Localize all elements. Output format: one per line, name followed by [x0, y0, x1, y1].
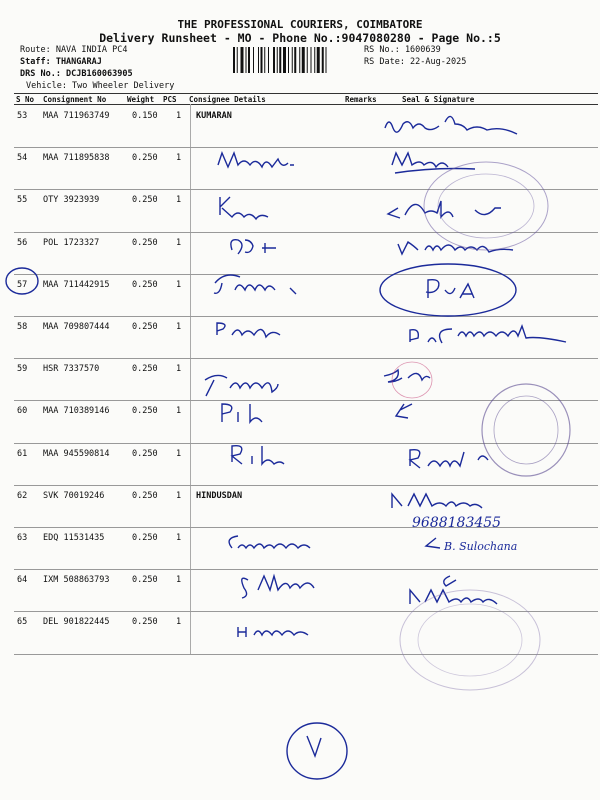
phone-note: 9688183455 [412, 515, 502, 531]
row-pcs: 1 [176, 448, 182, 459]
row-weight: 0.250 [132, 195, 158, 206]
consignee-sign-54 [218, 153, 294, 167]
row-pcs: 1 [176, 533, 182, 543]
signature-63-mark [426, 538, 440, 548]
row-consignment: IXM 508863793 [43, 575, 110, 586]
row-consignment: MAA 709807444 [43, 322, 110, 332]
runsheet-subtitle: Delivery Runsheet - MO - Phone No.:9047080280 - Page No.:5 [99, 31, 501, 45]
consignee-sign-64 [242, 576, 314, 598]
row-pcs: 1 [176, 575, 182, 586]
signature-61 [410, 450, 488, 468]
row-sno: 57 [17, 279, 28, 290]
row-sno: 60 [17, 406, 28, 417]
row-consignment: MAA 710389146 [43, 406, 110, 417]
row-weight: 0.250 [132, 448, 158, 459]
row-sno: 59 [17, 364, 28, 375]
signature-59 [384, 370, 430, 382]
col-consignee: Consignee Details [189, 95, 266, 104]
row-weight: 0.250 [132, 322, 158, 332]
row-consignment: SVK 70019246 [43, 490, 105, 501]
row-pcs: 1 [176, 279, 182, 290]
col-seal: Seal & Signature [402, 95, 475, 104]
row-pcs: 1 [176, 111, 182, 121]
row-weight: 0.250 [132, 406, 158, 417]
row-sno: 58 [17, 322, 28, 332]
row-consignee: KUMARAN [196, 111, 232, 121]
row-consignment: MAA 945590814 [43, 448, 110, 459]
row-consignment: OTY 3923939 [43, 195, 100, 206]
signature-55 [388, 201, 501, 218]
rs-number: RS No.: 1600639 [364, 45, 441, 55]
signature-57-circle [380, 264, 516, 316]
row-pcs: 1 [176, 195, 182, 206]
row-consignment: DEL 901822445 [43, 617, 110, 628]
row-weight: 0.250 [132, 153, 158, 164]
row-pcs: 1 [176, 322, 182, 332]
company-title: THE PROFESSIONAL COURIERS, COIMBATORE [177, 18, 423, 31]
col-weight: Weight [127, 95, 155, 104]
row-consignment: MAA 711895838 [43, 153, 110, 164]
row-weight: 0.250 [132, 533, 158, 543]
route-label: Route: NAVA INDIA PC4 [20, 45, 128, 55]
col-consignment: Consignment No [43, 95, 107, 104]
row-sno: 55 [17, 195, 28, 206]
consignee-sign-57 [214, 275, 296, 294]
row-consignment: MAA 711442915 [43, 279, 110, 290]
vehicle-label: Vehicle: Two Wheeler Delivery [26, 81, 175, 91]
consignee-sign-56 [231, 240, 276, 254]
row-consignment: HSR 7337570 [43, 364, 100, 375]
rs-date: RS Date: 22-Aug-2025 [364, 57, 467, 67]
row-pcs: 1 [176, 364, 182, 375]
consignee-sign-65 [238, 627, 308, 637]
row-consignment: POL 1723327 [43, 237, 100, 248]
consignee-sign-55 [220, 197, 268, 219]
consignee-sign-58 [217, 323, 280, 337]
row-pcs: 1 [176, 406, 182, 417]
row-sno: 56 [17, 237, 28, 248]
row-sno: 63 [17, 533, 28, 543]
row-weight: 0.250 [132, 237, 158, 248]
signature-60 [396, 404, 412, 418]
row-weight: 0.150 [132, 111, 158, 121]
row-pcs: 1 [176, 617, 182, 628]
row-pcs: 1 [176, 153, 182, 164]
consignee-sign-59 [205, 375, 278, 396]
row-pcs: 1 [176, 237, 182, 248]
seal-stamp-3 [400, 590, 540, 690]
signature-58 [410, 326, 566, 343]
row-sno: 65 [17, 617, 28, 628]
col-pcs: PCS [163, 95, 177, 104]
row-sno: 62 [17, 490, 28, 501]
signature-57 [426, 280, 474, 298]
signature-54 [392, 153, 475, 173]
col-remarks: Remarks [345, 95, 377, 104]
consignee-sign-61 [232, 446, 284, 464]
row-sno: 54 [17, 153, 28, 164]
row-57-circle [6, 268, 38, 294]
row-weight: 0.250 [132, 364, 158, 375]
row-sno: 53 [17, 111, 28, 121]
row-weight: 0.250 [132, 617, 158, 628]
row-pcs: 1 [176, 490, 182, 501]
seal-stamp-1 [424, 162, 548, 250]
row-sno: 64 [17, 575, 28, 586]
staff-label: Staff: THANGARAJ [20, 57, 102, 67]
col-sno: S No [16, 95, 35, 104]
row-weight: 0.250 [132, 279, 158, 290]
row-sno: 61 [17, 448, 28, 459]
row-consignment: MAA 711963749 [43, 111, 110, 121]
consignee-sign-60 [222, 404, 262, 422]
row-weight: 0.250 [132, 575, 158, 586]
drs-label: DRS No.: DCJB160063905 [20, 69, 133, 79]
seal-stamp-2 [482, 384, 570, 476]
bottom-check-mark [307, 736, 321, 756]
row-consignment: EDQ 11531435 [43, 533, 105, 543]
initials-note: B. Sulochana [444, 540, 518, 553]
signature-62 [392, 494, 482, 508]
row-consignee: HINDUSDAN [196, 490, 243, 501]
consignee-sign-63 [229, 536, 310, 548]
signature-56 [398, 242, 513, 254]
signature-64 [410, 576, 497, 604]
signature-53 [385, 116, 517, 134]
row-weight: 0.250 [132, 490, 158, 501]
